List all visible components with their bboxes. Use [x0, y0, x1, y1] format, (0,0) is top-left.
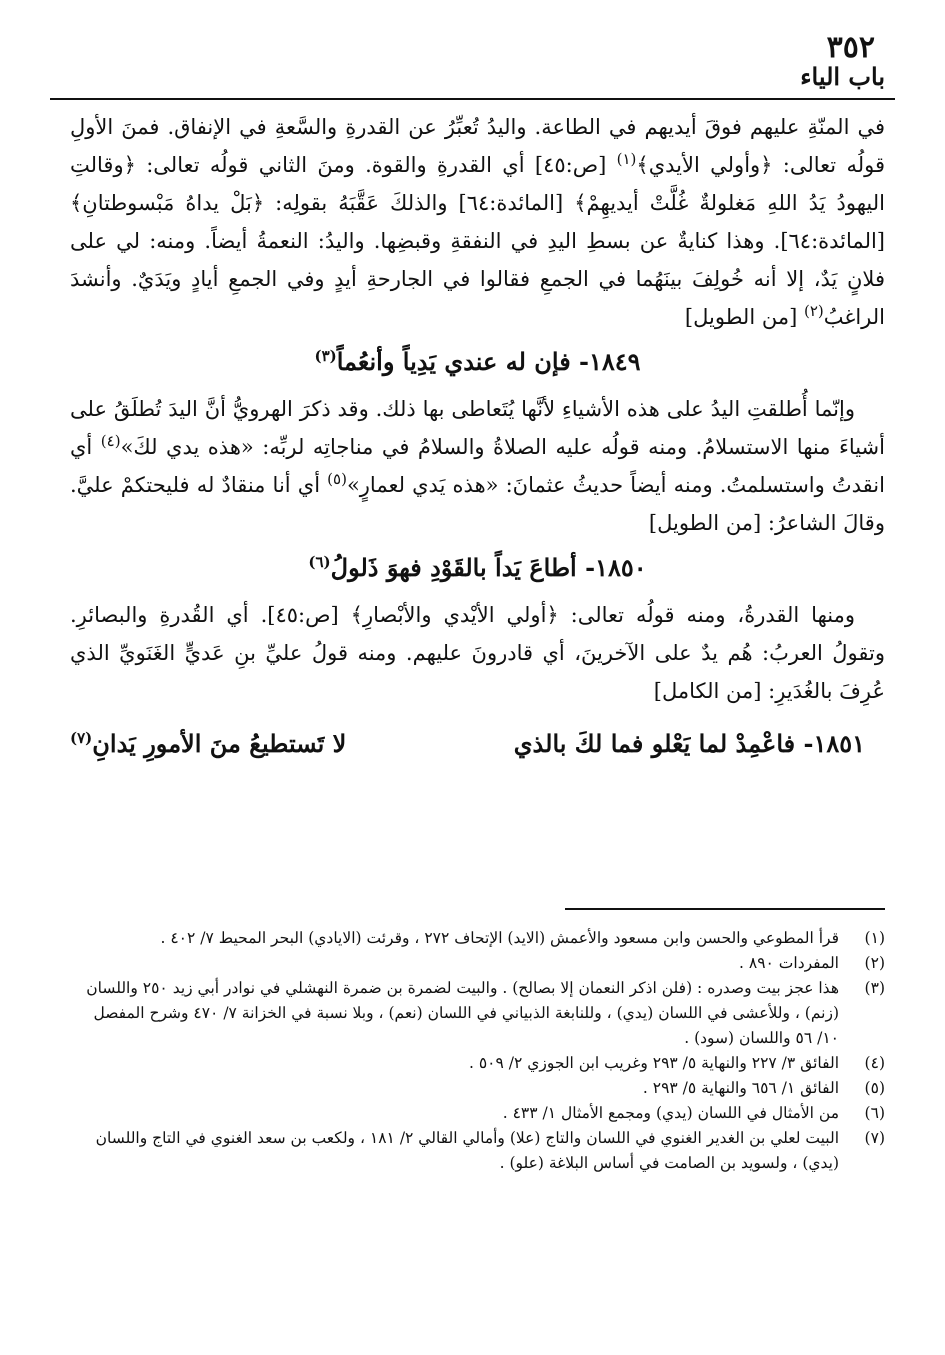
footnote-text: المفردات ٨٩٠ . — [739, 954, 839, 972]
footnote-rule — [565, 908, 885, 910]
footnote-number: (٢) — [864, 954, 885, 972]
verse-1851-first-hemistich: ١٨٥١- فاعْمِدْ لما يَعْلو فما لكَ بالذي — [513, 729, 865, 758]
footnote-number: (٦) — [864, 1104, 885, 1122]
footnote-ref-2: (٢) — [803, 302, 824, 320]
verse-1851 — [70, 722, 885, 766]
paragraph-1 — [70, 108, 885, 336]
paragraph-2 — [70, 390, 885, 542]
footnote-ref-7: (٧) — [70, 729, 93, 747]
verse-1851-second-hemistich: لا تَستطيعُ منَ الأمورِ يَدانِ — [92, 729, 347, 758]
footnote-number: (٧) — [864, 1129, 885, 1147]
main-text — [70, 108, 885, 766]
header-rule — [50, 98, 895, 100]
footnote — [70, 1126, 885, 1176]
footnote-number: (٥) — [864, 1079, 885, 1097]
paragraph-2-part-a: وإنّما أُطلقتِ اليدُ على هذه الأشياءِ لأنَّها يُتَعاطى بها ذلك. وقد ذكرَ الهرويُّ أنَّ اليدَ تُطلَقُ على أشياءَ منها الاستسلامُ. ومنه قولُه عليه الصلاةُ والسلامُ في مناجاتِه لربِّه: «هذه يدي لكَ» — [70, 397, 885, 459]
footnote-ref-1: (١) — [616, 150, 637, 168]
running-head: باب الياء — [800, 62, 885, 91]
footnote-ref-4: (٤) — [100, 432, 121, 450]
meter-label-1: [من الطويل] — [684, 305, 798, 329]
footnote-text: الفائق ٣/ ٢٢٧ والنهاية ٥/ ٢٩٣ وغريب ابن الجوزي ٢/ ٥٠٩ . — [468, 1054, 839, 1072]
footnote-text: الفائق ١/ ٦٥٦ والنهاية ٥/ ٢٩٣ . — [642, 1079, 839, 1097]
footnote — [70, 1101, 885, 1126]
footnote-text: قرأ المطوعي والحسن وابن مسعود والأعمش (الايد) الإتحاف ٢٧٢ ، وقرئت (الايادي) البحر المحيط ٧/ ٤٠٢ . — [160, 929, 839, 947]
footnote-number: (٤) — [864, 1054, 885, 1072]
footnote-number: (٣) — [864, 979, 885, 997]
footnote-text: البيت لعلي بن الغدير الغنوي في اللسان والتاج (علا) وأمالي القالي ٢/ ١٨١ ، ولكعب بن سعد الغنوي في التاج واللسان (يدي) ، ولسويد بن الصامت في أساس البلاغة (علو) . — [95, 1129, 839, 1172]
footnote-number: (١) — [864, 929, 885, 947]
paragraph-1-part-a: في المنّةِ عليهم فوقَ أيديهم في الطاعة. واليدُ تُعبِّرُ عن القدرةِ والسَّعةِ في الإنفاق. فمنَ الأولِ قولُه تعالى: ﴿وأولي الأيدي﴾ — [70, 115, 886, 177]
footnote — [70, 951, 885, 976]
footnote — [70, 1051, 885, 1076]
footnotes — [70, 926, 885, 1176]
footnote-text: هذا عجز بيت وصدره : (فلن اذكر النعمان إلا بصالح) . والبيت لضمرة بن ضمرة النهشلي في نوادر أبي زيد ٢٥٠ واللسان (زنم) ، وللأعشى في اللسان (يدي) ، وللنابغة الذبياني في اللسان (نعم) ، وبلا نسبة في الخزانة ٧/ ٤٧٠ وشرح المفصل ١٠/ ٥٦ واللسان (سود) . — [86, 979, 839, 1047]
footnote — [70, 1076, 885, 1101]
verse-1850-text: ١٨٥٠- أطاعَ يَداً بالقَوْدِ فهوَ ذَلولُ — [330, 553, 647, 582]
verse-1849 — [70, 340, 885, 384]
footnote-ref-3: (٣) — [314, 347, 337, 365]
verse-1849-text: ١٨٤٩- فإن له عندي يَدِياً وأنعُماً — [336, 347, 641, 376]
footnote-text: من الأمثال في اللسان (يدي) ومجمع الأمثال ١/ ٤٣٣ . — [502, 1104, 839, 1122]
paragraph-2-part-c: أي أنا منقادٌ له فليحتكمْ عليَّ. وقالَ الشاعرُ: [من الطويل] — [70, 473, 885, 535]
footnote — [70, 926, 885, 951]
verse-1851-second-hemistich-wrap — [70, 722, 346, 766]
paragraph-3: ومنها القدرةُ، ومنه قولُه تعالى: ﴿أولي الأيْدي والأبْصارِ﴾ [ص:٤٥]. أي القُدرةِ والبصائرِ. وتقولُ العربُ: هُم يدٌ على الآخرينَ، أي قادرونَ عليهم. ومنه قولُ عليِّ بنِ عَديٍّ الغَنَويِّ الذي عُرِفَ بالغُدَيرِ: [من الكامل] — [70, 603, 886, 703]
footnote-ref-6: (٦) — [308, 553, 331, 571]
paragraph-1-part-b: [ص:٤٥] أي القدرةِ والقوة. ومنَ الثاني قولُه تعالى: ﴿وقالتِ اليهودُ يَدُ اللهِ مَغلولةٌ غُلَّتْ أيديهِمْ﴾ [المائدة:٦٤] والذلكَ عَقَّبَهُ بقولِه: ﴿بَلْ يداهُ مَبْسوطتانِ﴾ [المائدة:٦٤]. وهذا كنايةٌ عن بسطِ اليدِ في النفقةِ وقبضِها. واليدُ: النعمةُ أيضاً. ومنه: لي على فلانٍ يَدٌ، إلا أنه خُولِفَ بينَهُما في الجمعِ فقالوا في الجارحةِ أيدٍ وفي الجمعِ أيادٍ ويَدَيٌ. وأنشدَ الراغبُ — [70, 153, 886, 329]
paragraph-2-part-b: أي انقدتُ واستسلمتُ. ومنه أيضاً حديثُ عثمانَ: «هذه يَدي لعمارٍ» — [70, 435, 885, 497]
verse-1850 — [70, 546, 885, 590]
page-number: ٣٥٢ — [826, 30, 875, 65]
footnote — [70, 976, 885, 1051]
footnote-ref-5: (٥) — [327, 470, 347, 488]
